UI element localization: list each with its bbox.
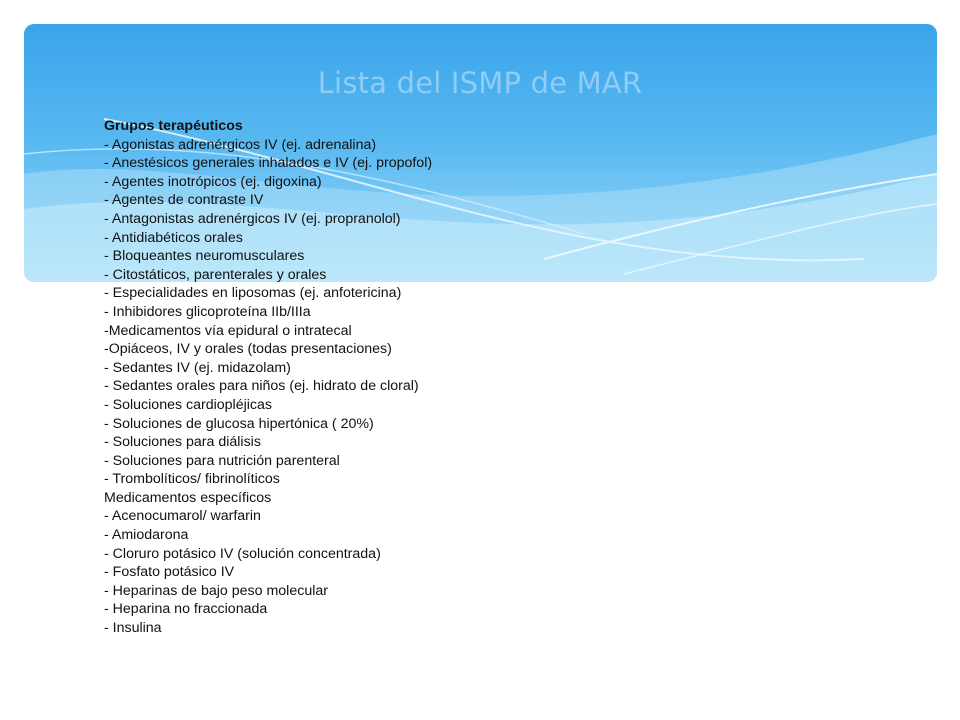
list-item: - Sedantes IV (ej. midazolam): [104, 359, 291, 376]
list-item: - Soluciones cardiopléjicas: [104, 396, 272, 413]
section-heading: Grupos terapéuticos: [104, 118, 243, 134]
specific-drugs-list: [104, 507, 824, 637]
list-item: - Acenocumarol/ warfarin: [104, 508, 261, 525]
list-item: - Citostáticos, parenterales y orales: [104, 266, 327, 283]
list-item: - Heparina no fraccionada: [104, 601, 268, 618]
list-item: - Soluciones para diálisis: [104, 434, 261, 451]
content-list: [104, 117, 824, 638]
list-item: - Amiodarona: [104, 527, 189, 544]
list-item: - Agentes de contraste IV: [104, 192, 264, 209]
list-item: - Trombolíticos/ fibrinolíticos: [104, 471, 280, 488]
list-item: -Medicamentos vía epidural o intratecal: [104, 322, 352, 339]
list-item: - Cloruro potásico IV (solución concentrada): [104, 545, 381, 562]
list-item: - Soluciones de glucosa hipertónica ( 20%): [104, 415, 374, 432]
list-item: - Heparinas de bajo peso molecular: [104, 582, 328, 599]
list-item: - Agentes inotrópicos (ej. digoxina): [104, 173, 322, 190]
specific-heading: Medicamentos específicos: [104, 489, 272, 506]
list-item: - Bloqueantes neuromusculares: [104, 248, 305, 265]
list-item: -Opiáceos, IV y orales (todas presentaciones): [104, 341, 392, 358]
list-item: - Antagonistas adrenérgicos IV (ej. propranolol): [104, 210, 401, 227]
list-item: - Anestésicos generales inhalados e IV (ej. propofol): [104, 155, 433, 172]
list-item: - Soluciones para nutrición parenteral: [104, 452, 340, 469]
list-item: - Especialidades en liposomas (ej. anfotericina): [104, 285, 402, 302]
list-item: - Inhibidores glicoproteína IIb/IIIa: [104, 303, 311, 320]
therapeutic-groups-list: [104, 136, 824, 489]
list-item: - Fosfato potásico IV: [104, 564, 235, 581]
slide-title: Lista del ISMP de MAR: [317, 66, 643, 100]
list-item: - Antidiabéticos orales: [104, 229, 243, 246]
list-item: - Insulina: [104, 620, 162, 637]
list-item: - Sedantes orales para niños (ej. hidrato de cloral): [104, 378, 419, 395]
list-item: - Agonistas adrenérgicos IV (ej. adrenalina): [104, 136, 377, 153]
